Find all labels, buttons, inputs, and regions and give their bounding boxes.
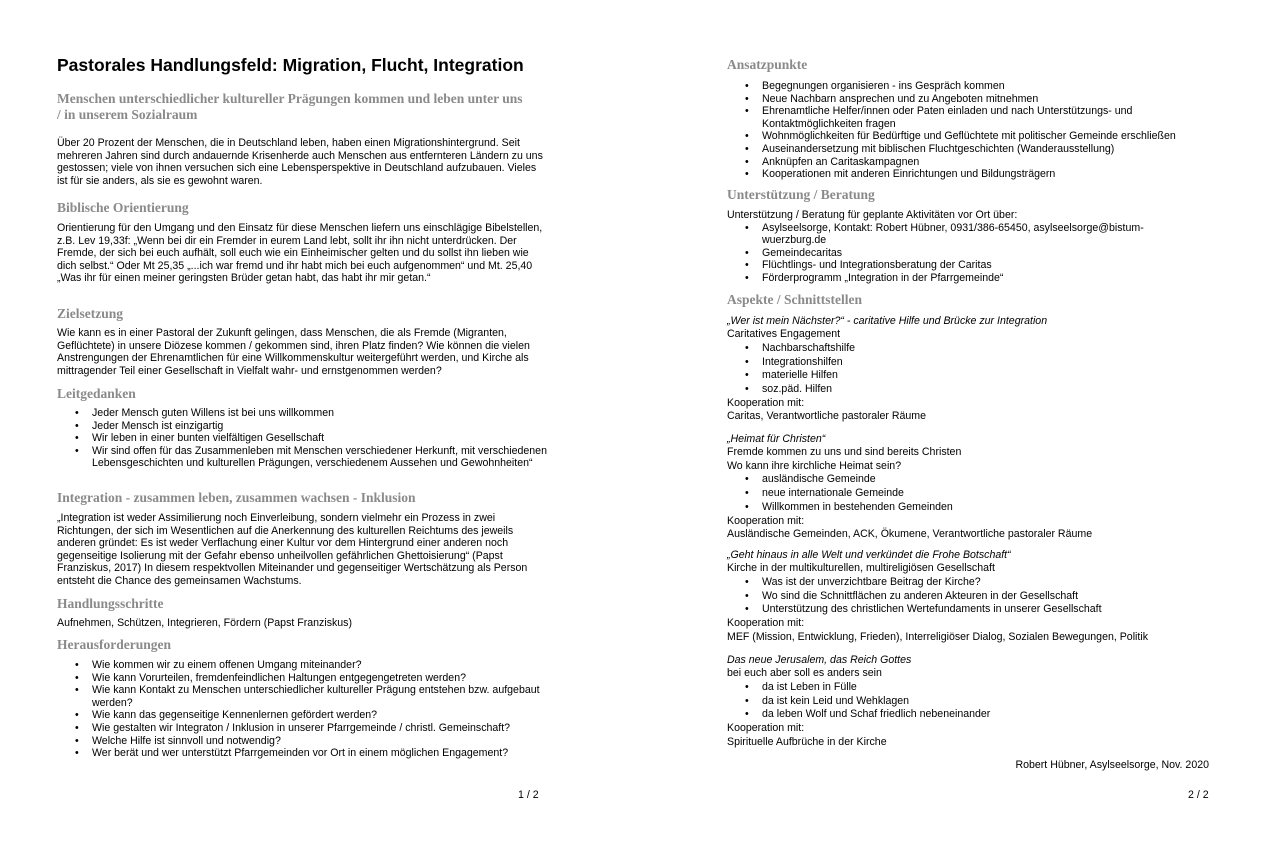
aspekt-3-coop: MEF (Mission, Entwicklung, Frieden), Interreligiöser Dialog, Sozialen Bewegungen, Politik — [727, 630, 1148, 643]
heading-integration: Integration - zusammen leben, zusammen wachsen - Inklusion — [57, 490, 416, 505]
intro-text: Über 20 Prozent der Menschen, die in Deutschland leben, haben einen Migrationshintergrund. Seit mehreren Jahren sind durch andauernde Krisenherde auch Menschen aus entfernteren Ländern zu uns gestossen; viele von ihnen versuchen sich eine Lebensperspektive in Deutschland aufzubauen. Vieles ist für sie anders, als sie es gewohnt waren. — [57, 137, 543, 187]
list-item: • Jeder Mensch ist einzigartig — [92, 420, 547, 433]
list-item: • ausländische Gemeinde — [762, 473, 1217, 487]
aspekt-4-line1: bei euch aber soll es anders sein — [727, 667, 882, 680]
unterstuetzung-list — [727, 222, 1217, 285]
list-item: • Wie kann das gegenseitige Kennenlernen gefördert werden? — [92, 709, 547, 722]
aspekt-2-line2: Wo kann ihre kirchliche Heimat sein? — [727, 459, 902, 472]
list-item: • Gemeindecaritas — [762, 247, 1217, 260]
handlungsschritte-text: Aufnehmen, Schützen, Integrieren, Fördern (Papst Franziskus) — [57, 617, 353, 629]
aspekt-1-title: „Wer ist mein Nächster?“ - caritative Hilfe und Brücke zur Integration — [727, 315, 1048, 327]
aspekt-4-coop: Spirituelle Aufbrüche in der Kirche — [727, 735, 887, 748]
signature: Robert Hübner, Asylseelsorge, Nov. 2020 — [1015, 759, 1209, 771]
list-item: • Wohnmöglichkeiten für Bedürftige und Geflüchtete mit politischer Gemeinde erschließen — [762, 130, 1217, 143]
heading-ansatzpunkte: Ansatzpunkte — [727, 57, 808, 72]
aspekt-3-coop-label: Kooperation mit: — [727, 617, 805, 630]
list-item: • Wir leben in einer bunten vielfältigen Gesellschaft — [92, 432, 547, 445]
list-item: • Nachbarschaftshilfe — [762, 342, 1217, 356]
page-2 — [727, 0, 1217, 842]
list-item: • Ehrenamtliche Helfer/innen oder Paten einladen und nach Unterstützungs- und Kontaktmöglichkeiten fragen — [762, 105, 1182, 130]
list-item: • Auseinandersetzung mit biblischen Fluchtgeschichten (Wanderausstellung) — [762, 143, 1217, 156]
list-item: • Wie kann Kontakt zu Menschen unterschiedlicher kultureller Prägung entstehen bzw. aufgebaut werden? — [92, 684, 547, 709]
heading-handlungsschritte: Handlungsschritte — [57, 596, 164, 611]
aspekt-1-list — [727, 342, 1217, 397]
heading-biblische-orientierung: Biblische Orientierung — [57, 200, 189, 215]
list-item: • Wie gestalten wir Integraton / Inklusion in unserer Pfarrgemeinde / christl. Gemeinschaft? — [92, 722, 547, 735]
document-title: Pastorales Handlungsfeld: Migration, Flucht, Integration — [57, 55, 524, 75]
aspekt-1-coop: Caritas, Verantwortliche pastoraler Räume — [727, 410, 927, 423]
aspekt-3-title: „Geht hinaus in alle Welt und verkündet die Frohe Botschaft“ — [727, 549, 1011, 561]
aspekt-1-coop-label: Kooperation mit: — [727, 397, 805, 409]
integration-text: „Integration ist weder Assimilierung noch Einverleibung, sondern vielmehr ein Prozess in zwei Richtungen, der sich im Wesentlichen auf die Anerkennung des kulturellen Reichtums des jeweils anderen gründet: Es ist weder Verflachung einer Kultur vor dem Hintergrund einer anderen noch gegenseitige Isolierung mit der Gefahr ebenso unheilvollen gefährlichen Ghettoisierung“ (Papst Franziskus, 2017) In diesem respektvollen Miteinander und gegenseitiger Wertschätzung als Person entsteht die Chance des gemeinsamen Wachstums. — [57, 512, 528, 587]
aspekt-4-list — [727, 681, 1217, 722]
list-item: • materielle Hilfen — [762, 369, 1217, 383]
subtitle: Menschen unterschiedlicher kultureller Prägungen kommen und leben unter uns / in unserem Sozialraum — [57, 91, 523, 122]
aspekt-4-coop-label: Kooperation mit: — [727, 722, 805, 735]
heading-zielsetzung: Zielsetzung — [57, 306, 123, 321]
aspekt-4-title: Das neue Jerusalem, das Reich Gottes — [727, 654, 912, 666]
list-item: • soz.päd. Hilfen — [762, 383, 1217, 397]
list-item: • Wer berät und wer unterstützt Pfarrgemeinden vor Ort in einem möglichen Engagement? — [92, 747, 547, 760]
list-item: • Was ist der unverzichtbare Beitrag der Kirche? — [762, 576, 1217, 590]
heading-herausforderungen: Herausforderungen — [57, 637, 171, 652]
ansatzpunkte-list — [727, 80, 1217, 181]
aspekt-3-list — [727, 576, 1217, 617]
list-item: • Jeder Mensch guten Willens ist bei uns willkommen — [92, 407, 547, 420]
heading-leitgedanken: Leitgedanken — [57, 386, 136, 401]
list-item: • da leben Wolf und Schaf friedlich nebeneinander — [762, 708, 1217, 722]
aspekt-2-coop-label: Kooperation mit: — [727, 514, 805, 527]
list-item: • neue internationale Gemeinde — [762, 487, 1217, 501]
list-item: • Willkommen in bestehenden Gemeinden — [762, 501, 1217, 515]
list-item: • Wie kommen wir zu einem offenen Umgang miteinander? — [92, 659, 547, 672]
page-number: 2 / 2 — [1188, 789, 1209, 801]
list-item: • Unterstützung des christlichen Wertefundaments in unserer Gesellschaft — [762, 603, 1217, 617]
list-item: • da ist Leben in Fülle — [762, 681, 1217, 695]
list-item: • da ist kein Leid und Wehklagen — [762, 695, 1217, 709]
list-item: • Wo sind die Schnittflächen zu anderen Akteuren in der Gesellschaft — [762, 590, 1217, 604]
list-item: • Neue Nachbarn ansprechen und zu Angeboten mitnehmen — [762, 93, 1217, 106]
list-item: • Integrationshilfen — [762, 356, 1217, 370]
aspekt-2-coop: Ausländische Gemeinden, ACK, Ökumene, Verantwortliche pastoraler Räume — [727, 528, 1093, 541]
list-item: • Flüchtlings- und Integrationsberatung der Caritas — [762, 259, 1217, 272]
unterstuetzung-intro: Unterstützung / Beratung für geplante Aktivitäten vor Ort über: — [727, 209, 1018, 221]
biblisch-text: Orientierung für den Umgang und den Einsatz für diese Menschen liefern uns einschlägige Bibelstellen, z.B. Lev 19,33f: „Wenn bei dir ein Fremder in eurem Land lebt, sollt ihr ihn nicht unterdrücken. Der Fremde, der sich bei euch aufhält, soll euch wie ein Einheimischer gelten und du sollst ihn lieben wie dich selbst.“ Oder Mt 25,35 „...ich war fremd und ihr habt mich bei euch aufgenommen“ und Mt. 25,40 „Was ihr für einen meiner geringsten Brüder getan habt, das habt ihr mir getan.“ — [57, 222, 543, 285]
aspekt-2-list — [727, 473, 1217, 514]
list-item: • Welche Hilfe ist sinnvoll und notwendig? — [92, 735, 547, 748]
heading-unterstuetzung: Unterstützung / Beratung — [727, 187, 875, 202]
list-item: • Wir sind offen für das Zusammenleben mit Menschen verschiedener Herkunft, mit verschiedenen Lebensgeschichten und kulturellen Prägungen, verschiedenem Aussehen und Gewohnheiten“ — [92, 445, 547, 470]
list-item: • Anknüpfen an Caritaskampagnen — [762, 156, 1217, 169]
aspekt-3-line1: Kirche in der multikulturellen, multireligiösen Gesellschaft — [727, 562, 995, 575]
list-item: • Asylseelsorge, Kontakt: Robert Hübner, 0931/386-65450, asylseelsorge@bistum-wuerzburg.de — [762, 222, 1162, 247]
aspekt-2-title: „Heimat für Christen“ — [727, 433, 826, 445]
page-1 — [57, 0, 547, 842]
ziel-text: Wie kann es in einer Pastoral der Zukunft gelingen, dass Menschen, die als Fremde (Migranten, Geflüchtete) in unsere Diözese kommen / gekommen sind, ihren Platz finden? Wie können die vielen Anstrengungen der Ehrenamtlichen für eine Willkommenskultur weitergeführt werden, und Kirche als mittragender Teil einer Gesellschaft in Vielfalt wahr- und ernstgenommen werden? — [57, 327, 530, 377]
aspekt-2-line1: Fremde kommen zu uns und sind bereits Christen — [727, 446, 962, 459]
list-item: • Kooperationen mit anderen Einrichtungen und Bildungsträgern — [762, 168, 1217, 181]
aspekt-1-sub: Caritatives Engagement — [727, 328, 841, 341]
leitgedanken-list — [57, 407, 547, 470]
heading-aspekte: Aspekte / Schnittstellen — [727, 292, 862, 307]
page-number: 1 / 2 — [518, 789, 539, 801]
list-item: • Begegnungen organisieren - ins Gespräch kommen — [762, 80, 1217, 93]
list-item: • Wie kann Vorurteilen, fremdenfeindlichen Haltungen entgegengetreten werden? — [92, 672, 547, 685]
list-item: • Förderprogramm „Integration in der Pfarrgemeinde“ — [762, 272, 1217, 285]
herausforderungen-list — [57, 659, 547, 760]
